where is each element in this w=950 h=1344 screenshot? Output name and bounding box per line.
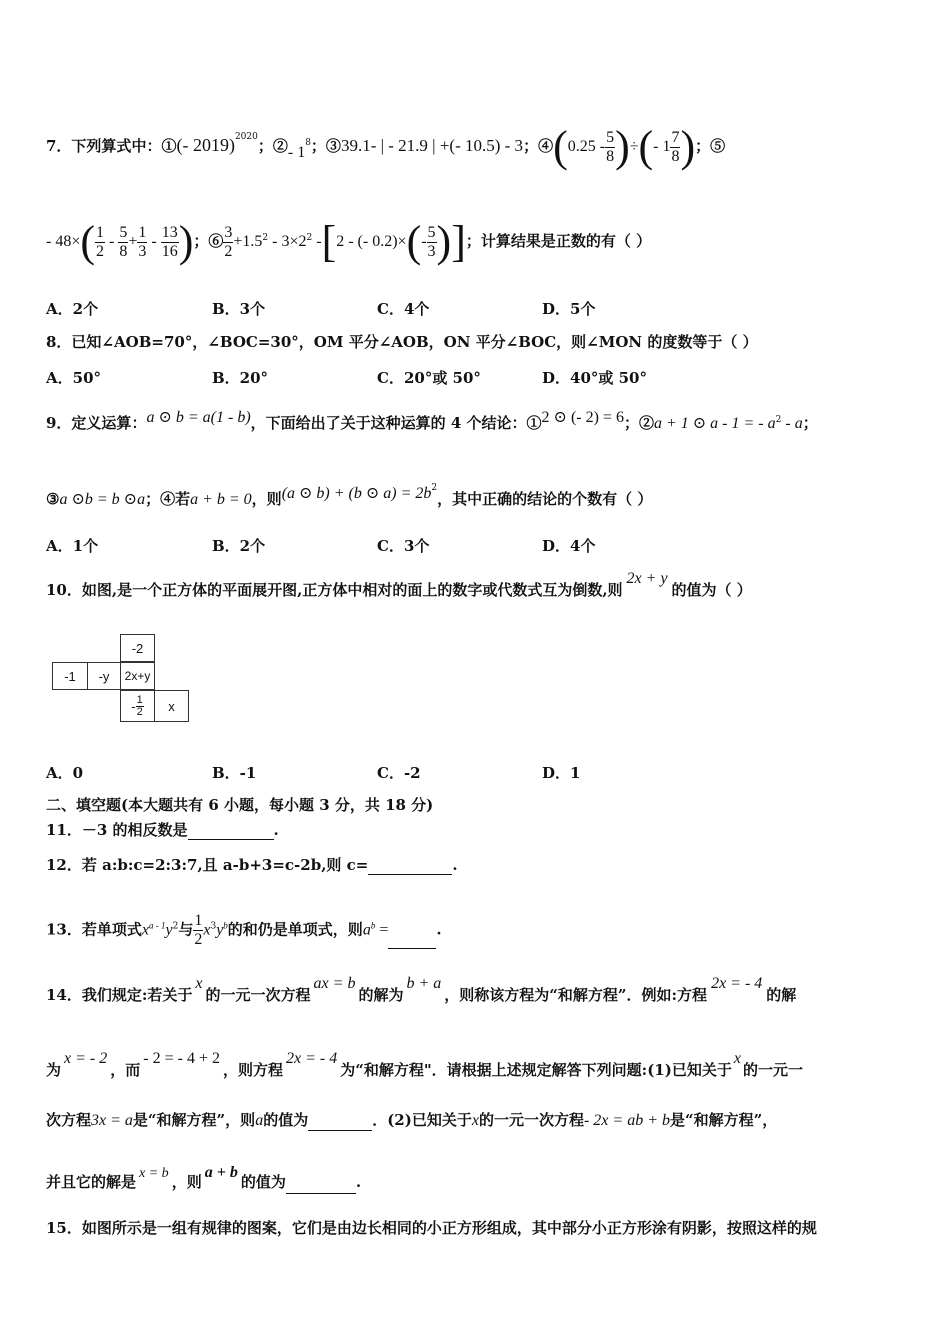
q14-line1 xyxy=(46,975,797,1006)
den: 2 xyxy=(224,242,233,260)
q13-x2: x xyxy=(203,921,211,939)
q13-frac-1-2 xyxy=(193,912,203,949)
den: 8 xyxy=(606,147,615,165)
q7-tail: ；计算结果是正数的有（ ） xyxy=(465,232,652,250)
cube-net-figure xyxy=(52,630,192,726)
q14-eq2: 2x = - 4 xyxy=(711,975,763,992)
q7-lead: 7．下列算式中：① xyxy=(46,137,177,155)
net-cell-center: 2x+y xyxy=(120,662,155,690)
q10-question xyxy=(46,570,752,601)
q14-x3: x xyxy=(471,1112,479,1129)
q14-l1e: 的解 xyxy=(766,986,797,1004)
q13-y2: y xyxy=(216,921,224,939)
q14-answer-blank-1[interactable] xyxy=(308,1130,372,1131)
q14-l3d: ．(2)已知关于 xyxy=(372,1111,472,1129)
num: 5 xyxy=(119,223,128,241)
q7-expr3: 39.1- | - 21.9 | +(- 10.5) - 3 xyxy=(340,136,524,155)
q14-eq5: 2x = - 4 xyxy=(285,1050,338,1067)
q14-l1a: 14．我们规定:若关于 xyxy=(46,986,193,1004)
q9-mid: ，下面给出了关于这种运算的 4 个结论：① xyxy=(250,414,542,432)
exp: 2 xyxy=(262,233,269,243)
den: 3 xyxy=(138,242,147,260)
q9-lead: 9．定义运算： xyxy=(46,414,147,432)
q14-end: . xyxy=(355,1173,362,1191)
num: 5 xyxy=(427,223,436,241)
q13-with: 与 xyxy=(178,920,194,939)
q9-item3: ③ xyxy=(46,490,60,508)
q14-eq4: - 2 = - 4 + 2 xyxy=(143,1050,220,1067)
net-cell-minus-y: -y xyxy=(87,662,121,690)
q7-inner: 2 - (- 0.2)× xyxy=(336,233,407,250)
q14-l4a: 并且它的解是 xyxy=(46,1173,137,1191)
q14-l3b: 是“和解方程”，则 xyxy=(132,1111,256,1129)
paren: ( xyxy=(406,217,422,266)
bracket: ] xyxy=(451,217,466,266)
q14-eq7: - 2x = ab + b xyxy=(583,1112,670,1129)
q8-question: 8．已知∠AOB=70°，∠BOC=30°，OM 平分∠AOB，ON 平分∠BOC，则∠MON 的度数等于（ ） xyxy=(46,333,758,351)
q13-question xyxy=(46,912,442,949)
frac-3-2 xyxy=(223,224,233,261)
num: 13 xyxy=(161,223,178,241)
net-cell-left: -1 xyxy=(52,662,88,690)
q10-tail: 的值为（ ） xyxy=(671,581,752,599)
q14-a: a xyxy=(255,1112,264,1129)
q7-option-c: C．4个 xyxy=(377,300,430,318)
exp: 2 xyxy=(172,921,179,932)
q9-option-d: D．4个 xyxy=(542,537,596,555)
q7-paren-open: ( xyxy=(553,122,568,171)
q7-3x2: - 3×2 xyxy=(268,233,307,250)
exp: 2 xyxy=(431,483,438,493)
op: - xyxy=(421,233,427,250)
q7-expr4c: - 1 xyxy=(653,138,671,155)
num: 1 xyxy=(138,223,147,241)
q7-option-b: B．3个 xyxy=(212,300,266,318)
q7-sep3: ；④ xyxy=(523,137,554,155)
q9-line2 xyxy=(46,483,653,510)
q14-x: x xyxy=(195,975,203,992)
num: 5 xyxy=(606,128,615,146)
frac-1-2 xyxy=(95,224,105,261)
q14-l3a: 次方程 xyxy=(46,1111,92,1129)
q14-x2: x xyxy=(733,1050,741,1067)
q7-expr2: - 1 xyxy=(287,144,306,161)
q9-line1 xyxy=(46,410,818,434)
q9-sep2: ；② xyxy=(623,414,654,432)
q7-option-a: A．2个 xyxy=(46,300,99,318)
frac-5-3 xyxy=(427,224,437,261)
q13-y: y xyxy=(165,921,173,939)
den: 8 xyxy=(671,147,680,165)
op: - xyxy=(147,233,161,250)
q12-question xyxy=(46,855,458,875)
q11-text: 11．－3 的相反数是 xyxy=(46,821,188,839)
q9-option-c: C．3个 xyxy=(377,537,430,555)
op: + xyxy=(128,233,138,250)
frac-5-8 xyxy=(118,224,128,261)
q11-end: . xyxy=(273,821,279,839)
q13-eq: = xyxy=(375,921,389,939)
q10-option-a: A．0 xyxy=(46,764,84,782)
q14-eq3: x = - 2 xyxy=(64,1050,108,1067)
exp: b xyxy=(370,920,376,931)
q7-expr2-exp: 8 xyxy=(305,138,311,148)
q14-l2a: 为 xyxy=(46,1061,62,1079)
den: 8 xyxy=(119,242,128,260)
q9-claim4: a + b = 0 xyxy=(190,491,252,508)
op: - xyxy=(312,233,322,250)
frac-1-3 xyxy=(137,224,147,261)
q9-claim2: a + 1 ⊙ a - 1 = - a xyxy=(653,415,776,432)
num: 7 xyxy=(671,128,680,146)
q9-claim3: a ⊙b = b ⊙a xyxy=(59,491,146,508)
section-2-heading: 二、填空题(本大题共有 6 小题，每小题 3 分，共 18 分) xyxy=(46,796,434,814)
q9-definition: a ⊙ b = a(1 - b) xyxy=(146,409,251,426)
q9-option-a: A．1个 xyxy=(46,537,99,555)
q7-line2 xyxy=(46,217,652,266)
q10-expr: 2x + y xyxy=(626,570,668,587)
q14-l2b: ，而 xyxy=(110,1061,141,1079)
q14-l2d: 为“和解方程"．请根据上述规定解答下列问题:(1)已知关于 xyxy=(340,1061,732,1079)
frac-13-16 xyxy=(161,224,179,261)
q10-option-b: B．-1 xyxy=(212,764,257,782)
q11-question xyxy=(46,820,279,840)
q10-option-c: C．-2 xyxy=(377,764,421,782)
q9-claim2b: - a xyxy=(781,415,803,432)
q9-sep5: ，则 xyxy=(251,490,282,508)
q13-lead: 13．若单项式 xyxy=(46,920,142,939)
q7-minus48: - 48× xyxy=(46,233,81,250)
q7-sep2: ；③ xyxy=(310,137,341,155)
q9-claim4b: (a ⊙ b) + (b ⊙ a) = 2b xyxy=(281,485,432,502)
q7-frac-5-8 xyxy=(605,129,615,166)
q14-l3c: 的值为 xyxy=(263,1111,309,1129)
q7-sep4: ；⑤ xyxy=(695,137,726,155)
q8-option-b: B．20° xyxy=(212,369,269,387)
q14-sum: b + a xyxy=(406,975,442,992)
q10-option-d: D．1 xyxy=(542,764,581,782)
q10-lead: 10．如图,是一个正方体的平面展开图,正方体中相对的面上的数字或代数式互为倒数,则 xyxy=(46,581,623,599)
q13-mid2: 的和仍是单项式，则 xyxy=(227,920,363,939)
den: 2 xyxy=(136,705,143,718)
q8-option-c: C．20°或 50° xyxy=(377,369,481,387)
paren: ) xyxy=(178,217,194,266)
q14-l4b: ，则 xyxy=(171,1173,202,1191)
q14-l4c: 的值为 xyxy=(240,1173,286,1191)
den: 2 xyxy=(96,242,105,260)
q7-paren-open2: ( xyxy=(638,122,654,171)
q12-answer-blank[interactable] xyxy=(368,874,452,875)
q9-sep4: ；④若 xyxy=(145,490,191,508)
q12-text: 12．若 a:b:c=2:3:7,且 a-b+3=c-2b,则 c= xyxy=(46,856,369,874)
bracket: [ xyxy=(321,217,337,266)
q13-x: x xyxy=(141,921,149,939)
q14-line2 xyxy=(46,1050,803,1081)
paren: ) xyxy=(436,217,452,266)
q8-option-a: A．50° xyxy=(46,369,102,387)
q9-sep3: ； xyxy=(802,414,818,432)
exp: b xyxy=(223,920,228,931)
q14-l2c: ，则方程 xyxy=(222,1061,283,1079)
q14-l2e: 的一元一 xyxy=(742,1061,803,1079)
q7-frac-7-8 xyxy=(670,129,680,166)
q13-end: . xyxy=(436,920,442,939)
q9-claim1: 2 ⊙ (- 2) = 6 xyxy=(541,409,624,426)
den: 3 xyxy=(427,242,436,260)
half-sign: - xyxy=(131,698,136,714)
exp: 3 xyxy=(210,921,217,932)
q12-end: . xyxy=(452,856,458,874)
q7-1.5: +1.5 xyxy=(233,233,263,250)
q14-l1b: 的一元一次方程 xyxy=(205,986,311,1004)
num: 3 xyxy=(224,223,233,241)
q7-line1 xyxy=(46,122,726,171)
den: 2 xyxy=(194,931,203,948)
q14-l1c: 的解为 xyxy=(358,986,404,1004)
q13-a: a xyxy=(362,921,371,939)
q14-eq1: ax = b xyxy=(313,975,356,992)
exp: 2 xyxy=(775,415,782,425)
q14-line4 xyxy=(46,1164,362,1194)
q14-line3 xyxy=(46,1110,777,1131)
num: 1 xyxy=(136,693,143,706)
paren: ( xyxy=(80,217,96,266)
q7-expr1-exp: 2020 xyxy=(234,132,258,142)
exp: a - 1 xyxy=(148,920,166,931)
q7-div: ÷ xyxy=(629,138,639,155)
net-cell-top: -2 xyxy=(120,634,155,662)
exp: 2 xyxy=(306,233,313,243)
q14-l3f: 是“和解方程”， xyxy=(670,1111,778,1129)
q9-option-b: B．2个 xyxy=(212,537,266,555)
q11-answer-blank[interactable] xyxy=(188,839,274,840)
q7-sep5: ；⑥ xyxy=(193,232,224,250)
q14-eq6: 3x = a xyxy=(91,1112,133,1129)
net-cell-x: x xyxy=(154,690,189,722)
half-frac xyxy=(136,695,144,718)
den: 16 xyxy=(161,242,178,260)
q15-question: 15．如图所示是一组有规律的图案，它们是由边长相同的小正方形组成，其中部分小正方形涂有阴影，按照这样的规 xyxy=(46,1219,817,1237)
q7-paren-close2: ) xyxy=(680,122,696,171)
q9-tail: ，其中正确的结论的个数有（ ） xyxy=(437,490,653,508)
q13-answer-blank[interactable] xyxy=(388,948,436,949)
q14-answer-blank-2[interactable] xyxy=(286,1193,356,1194)
q7-expr1: (- 2019) xyxy=(176,135,235,155)
op: - xyxy=(105,233,119,250)
net-cell-half xyxy=(120,690,155,722)
q7-option-d: D．5个 xyxy=(542,300,596,318)
q7-sep1: ；② xyxy=(257,137,288,155)
q7-expr4a: 0.25 - xyxy=(567,138,606,155)
q7-paren-close: ) xyxy=(615,122,630,171)
num: 1 xyxy=(194,912,203,929)
q14-ab: a + b xyxy=(204,1164,238,1181)
q14-eq8: x = b xyxy=(139,1166,169,1181)
q8-option-d: D．40°或 50° xyxy=(542,369,647,387)
q14-l1d: ，则称该方程为“和解方程”．例如:方程 xyxy=(444,986,708,1004)
q14-l3e: 的一元一次方程 xyxy=(478,1111,584,1129)
num: 1 xyxy=(96,223,105,241)
